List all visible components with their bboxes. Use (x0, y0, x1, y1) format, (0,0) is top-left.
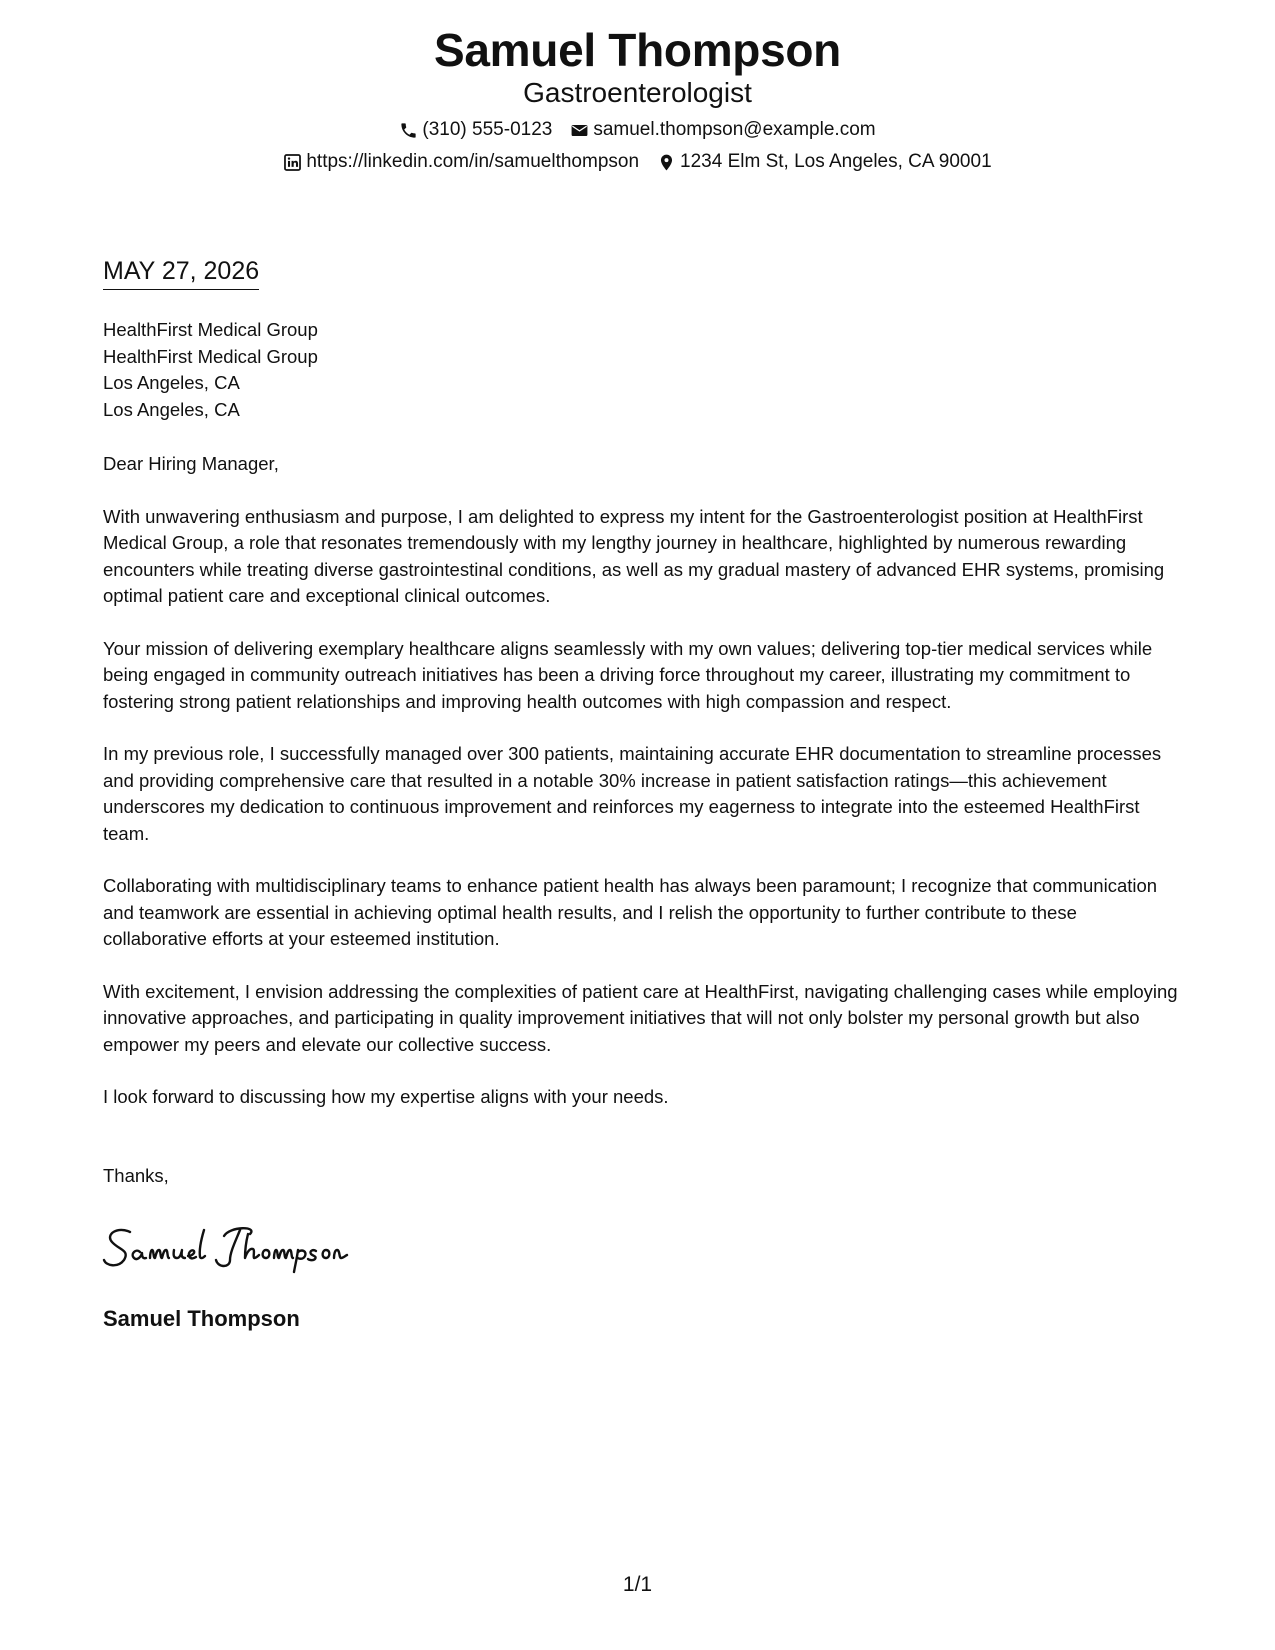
contact-address (657, 150, 992, 174)
letter-body (103, 451, 1183, 1137)
body-paragraph: Your mission of delivering exemplary healthcare aligns seamlessly with my own values; delivering top-tier medical services while being engaged in community outreach initiatives has been a driving force throughout my career, illustrating my commitment to fostering strong patient relationships and improving health outcomes with high compassion and respect. (103, 637, 1153, 712)
recipient-line: Los Angeles, CA (103, 398, 240, 420)
body-paragraph: I look forward to discussing how my expertise aligns with your needs. (103, 1086, 669, 1107)
recipient-line: HealthFirst Medical Group (103, 345, 318, 367)
map-marker-icon (657, 153, 676, 172)
handwritten-signature (100, 1218, 370, 1283)
body-paragraph: With excitement, I envision addressing the complexities of patient care at HealthFirst, navigating challenging cases while employing innovative approaches, and participating in quality improvement initiatives that will not only bolster my personal growth but also empower my peers and elevate our collective success. (103, 980, 1178, 1055)
applicant-name: Samuel Thompson (434, 24, 841, 76)
recipient-block (103, 317, 318, 423)
contact-row-secondary (0, 150, 1275, 174)
contact-email[interactable] (570, 118, 875, 142)
letter-header (0, 22, 1275, 174)
salutation: Dear Hiring Manager, (103, 453, 279, 474)
phone-number: (310) 555-0123 (422, 119, 553, 140)
contact-linkedin[interactable] (283, 150, 639, 174)
recipient-line: Los Angeles, CA (103, 372, 240, 393)
body-paragraph: Collaborating with multidisciplinary teams to enhance patient health has always been paramount; I recognize that communication and teamwork are essential in achieving optimal health results, and I relish the opportunity to further contribute to these collaborative efforts at your esteemed institution. (103, 875, 1158, 949)
closing-line: Thanks, (103, 1165, 169, 1186)
signer-name: Samuel Thompson (103, 1306, 300, 1331)
recipient-line: HealthFirst Medical Group (103, 319, 318, 340)
email-address[interactable]: samuel.thompson@example.com (593, 119, 876, 140)
address-text: 1234 Elm St, Los Angeles, CA 90001 (680, 151, 992, 172)
letter-date: MAY 27, 2026 (103, 255, 259, 290)
body-paragraph: With unwavering enthusiasm and purpose, I am delighted to express my intent for the Gastroenterologist position at HealthFirst Medical Group, a role that resonates tremendously with my lengthy journey in healthcare, highlighted by numerous rewarding encounters while treating diverse gastrointestinal conditions, as well as my gradual mastery of advanced EHR systems, promising optimal patient care and exceptional clinical outcomes. (103, 505, 1165, 606)
phone-icon (399, 121, 418, 140)
envelope-icon (570, 121, 589, 140)
page-indicator: 1/1 (622, 1573, 653, 1596)
contact-row-primary (0, 118, 1275, 142)
contact-phone (399, 118, 552, 142)
body-paragraph: In my previous role, I successfully managed over 300 patients, maintaining accurate EHR documentation to streamline processes and providing comprehensive care that resulted in a notable 30% increase in patient satisfaction ratings—this achievement underscores my dedication to continuous improvement and reinforces my eagerness to integrate into the esteemed HealthFirst team. (103, 743, 1162, 844)
applicant-title: Gastroenterologist (523, 77, 752, 108)
linkedin-icon (283, 153, 302, 172)
linkedin-url[interactable]: https://linkedin.com/in/samuelthompson (306, 151, 640, 172)
